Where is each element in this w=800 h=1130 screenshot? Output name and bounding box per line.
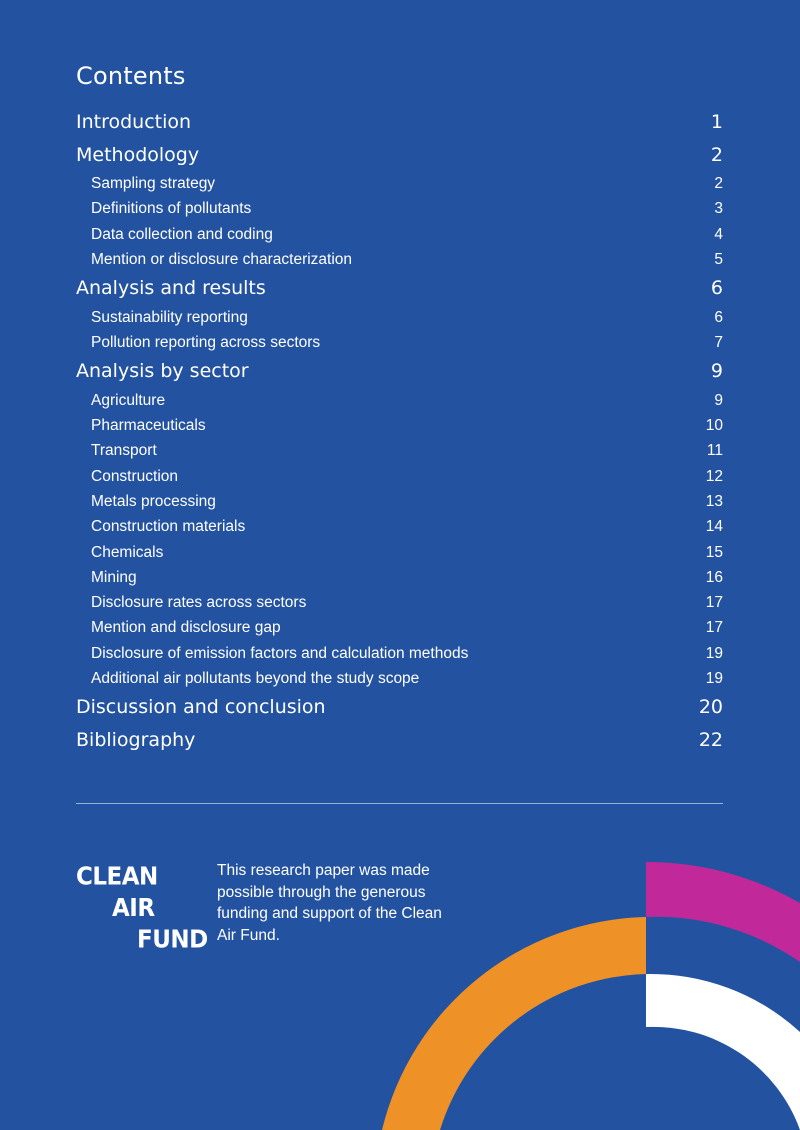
toc-page-number: 10 xyxy=(705,417,723,435)
toc-page-number: 19 xyxy=(705,670,723,688)
logo-line-1: CLEAN xyxy=(76,863,158,892)
white-arc xyxy=(646,974,800,1130)
toc-label: Introduction xyxy=(76,111,192,133)
toc-label: Transport xyxy=(91,442,157,460)
toc-label: Construction materials xyxy=(91,518,246,536)
toc-label: Data collection and coding xyxy=(91,225,273,243)
toc-page-number: 17 xyxy=(705,594,723,612)
toc-page-number: 9 xyxy=(714,391,723,409)
toc-page-number: 9 xyxy=(710,360,723,383)
magenta-arc xyxy=(646,862,800,962)
toc-label: Sampling strategy xyxy=(91,175,216,192)
toc-page-number: 14 xyxy=(705,518,723,536)
toc-page-number: 12 xyxy=(705,467,723,485)
funding-note: This research paper was made possible through the generous funding and support of the Clean Air Fund. xyxy=(217,862,442,944)
toc-label: Chemicals xyxy=(91,543,164,561)
orange-arc xyxy=(382,917,646,1130)
toc-page-number: 16 xyxy=(705,568,723,586)
toc-page-number: 19 xyxy=(705,644,723,662)
toc-page-number: 6 xyxy=(714,308,723,326)
toc-label: Mining xyxy=(91,568,137,586)
toc-label: Methodology xyxy=(76,143,200,166)
toc-page-number: 11 xyxy=(706,442,723,460)
toc-label: Analysis by sector xyxy=(76,360,249,383)
toc-page-number: 5 xyxy=(714,250,723,268)
toc-label: Definitions of pollutants xyxy=(91,200,252,218)
toc-page-number: 20 xyxy=(698,696,723,719)
toc-label: Sustainability reporting xyxy=(91,308,248,326)
toc-page-number: 1 xyxy=(710,111,723,133)
toc-page-number: 4 xyxy=(714,225,723,243)
toc-label: Bibliography xyxy=(76,728,196,751)
toc-page-number: 3 xyxy=(714,200,723,218)
toc-page-number: 22 xyxy=(698,728,723,751)
toc-page-number: 2 xyxy=(714,175,723,192)
toc-page-number: 17 xyxy=(705,619,723,637)
toc-label: Mention or disclosure characterization xyxy=(91,250,353,268)
toc-label: Metals processing xyxy=(91,492,216,510)
toc-page-number: 7 xyxy=(714,333,723,351)
toc-label: Agriculture xyxy=(91,391,166,409)
toc-label: Disclosure rates across sectors xyxy=(91,594,307,612)
toc-label: Analysis and results xyxy=(76,277,266,300)
toc-label: Mention and disclosure gap xyxy=(91,619,281,637)
logo-line-3: FUND xyxy=(137,925,208,954)
toc-page-number: 6 xyxy=(710,277,723,300)
toc-label: Construction xyxy=(91,467,179,485)
toc-page-number: 13 xyxy=(705,492,723,510)
page-title: Contents xyxy=(76,62,186,90)
toc-page-number: 2 xyxy=(710,143,723,166)
toc-label: Pollution reporting across sectors xyxy=(91,333,321,351)
toc-label: Disclosure of emission factors and calculation methods xyxy=(91,644,469,662)
toc-label: Pharmaceuticals xyxy=(91,417,206,435)
toc-label: Discussion and conclusion xyxy=(76,696,326,719)
logo-line-2: AIR xyxy=(112,894,155,923)
toc-page-number: 15 xyxy=(705,543,723,561)
toc-label: Additional air pollutants beyond the study scope xyxy=(91,670,420,688)
